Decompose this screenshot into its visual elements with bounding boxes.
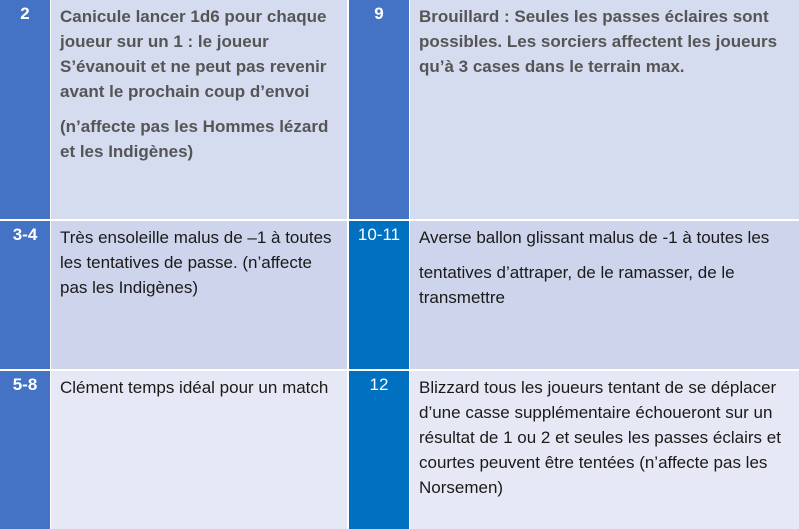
roll-cell <box>349 371 409 529</box>
description-paragraph: tentatives d’attraper, de le ramasser, de le transmettre <box>419 263 735 307</box>
description-paragraph: Averse ballon glissant malus de -1 à toutes les <box>419 228 770 247</box>
roll-value: 2 <box>20 4 30 23</box>
roll-cell <box>349 221 409 369</box>
weather-description <box>51 371 347 529</box>
roll-value: 3-4 <box>12 225 38 244</box>
description-paragraph: Très ensoleille malus de –1 à toutes les tentatives de passe. (n’affecte pas les Indigènes) <box>60 228 332 297</box>
description-paragraph: Brouillard : Seules les passes éclaires sont possibles. Les sorciers affectent les joueurs qu’à 3 cases dans le terrain max. <box>419 7 778 76</box>
description-paragraph: Canicule lancer 1d6 pour chaque joueur sur un 1 : le joueur S’évanouit et ne peut pas revenir avant le prochain coup d’envoi <box>60 7 327 101</box>
weather-description <box>410 0 799 219</box>
weather-description <box>410 371 799 529</box>
roll-cell <box>349 0 409 219</box>
table-row <box>0 0 799 219</box>
roll-cell <box>0 371 50 529</box>
weather-description <box>51 221 347 369</box>
description-paragraph: Clément temps idéal pour un match <box>60 378 329 397</box>
roll-value: 5-8 <box>12 375 38 394</box>
description-paragraph: (n’affecte pas les Hommes lézard et les Indigènes) <box>60 117 329 161</box>
roll-cell <box>0 221 50 369</box>
weather-description <box>410 221 799 369</box>
table-row <box>0 221 799 369</box>
roll-cell <box>0 0 50 219</box>
roll-value: 10-11 <box>357 225 401 244</box>
table-row <box>0 371 799 529</box>
weather-description <box>51 0 347 219</box>
description-paragraph: Blizzard tous les joueurs tentant de se déplacer d’une casse supplémentaire échoueront sur un résultat de 1 ou 2 et seules les passes éclairs et courtes peuvent être tentées (n’affecte pas les Norsemen) <box>419 378 781 497</box>
roll-value: 9 <box>374 4 384 23</box>
roll-value: 12 <box>369 375 389 394</box>
